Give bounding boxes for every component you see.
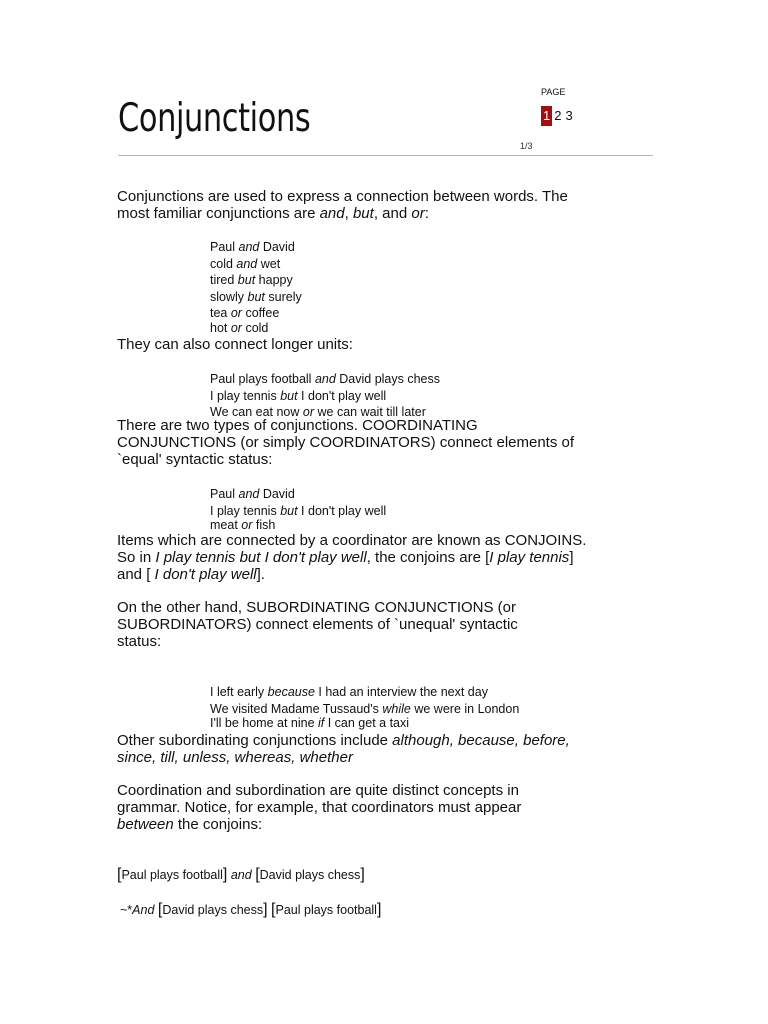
two-types-paragraph: There are two types of conjunctions. COORDINATING CONJUNCTIONS (or simply COORDINATORS) connect elements of `equal' syntactic status: [117, 417, 575, 468]
example-list-subordinators [210, 684, 519, 732]
example-line: hot or cold [210, 320, 269, 335]
page-count: 1/3 [520, 141, 533, 151]
example-line: We can eat now or we can wait till later [210, 405, 426, 419]
subordinating-paragraph: On the other hand, SUBORDINATING CONJUNCTIONS (or SUBORDINATORS) connect elements of `unequal' syntactic status: [117, 599, 518, 650]
page-link-2[interactable]: 2 [554, 108, 562, 123]
header-divider [118, 155, 653, 156]
coordination-example: [Paul plays football] and [David plays chess] [117, 866, 365, 883]
example-line: slowly but surely [210, 289, 302, 304]
intro-sep: , [344, 205, 353, 222]
ungrammatical-example: ~*And [David plays chess] [Paul plays football] [120, 901, 382, 918]
example-list-coordinators [210, 486, 386, 534]
page-link-1[interactable]: 1 [541, 106, 552, 126]
page-link-3[interactable]: 3 [565, 108, 573, 123]
example-line: tea or coffee [210, 306, 280, 320]
intro-paragraph [117, 188, 597, 222]
example-line: I'll be home at nine if I can get a taxi [210, 716, 410, 730]
intro-sep: , and [373, 205, 412, 222]
example-list-words [210, 239, 302, 336]
example-line: Paul and David [210, 240, 295, 254]
page-title: Conjunctions [118, 96, 311, 141]
page-label: PAGE [541, 87, 566, 97]
conj-but: but [352, 205, 374, 222]
page-navigation [541, 106, 575, 126]
example-line: Paul plays football and David plays chess [210, 372, 441, 386]
conjoins-paragraph: Items which are connected by a coordinator are known as CONJOINS. So in I play tennis but I don't play well, the conjoins are [I play tennis] and [ I don't play well]. [117, 532, 587, 583]
intro-end: : [424, 205, 429, 222]
conj-or: or [411, 205, 425, 222]
example-line: meat or fish [210, 518, 276, 532]
example-line: I play tennis but I don't play well [210, 503, 387, 518]
example-list-clauses [210, 371, 440, 421]
intro-text: Conjunctions are used to express a connection between words. The most familiar conjunctions are [117, 188, 568, 222]
example-line: cold and wet [210, 256, 281, 271]
example-line: I play tennis but I don't play well [210, 388, 387, 403]
example-line: Paul and David [210, 487, 295, 501]
example-line: I left early because I had an interview the next day [210, 685, 488, 699]
longer-units-text: They can also connect longer units: [117, 336, 353, 353]
conj-and: and [319, 205, 345, 222]
distinct-concepts-paragraph: Coordination and subordination are quite distinct concepts in grammar. Notice, for example, that coordinators must appear between the conjoins: [117, 782, 522, 833]
example-line: We visited Madame Tussaud's while we were in London [210, 701, 520, 716]
example-line: tired but happy [210, 273, 293, 287]
other-subordinators-paragraph: Other subordinating conjunctions include although, because, before, since, till, unless, whereas, whether [117, 732, 570, 766]
